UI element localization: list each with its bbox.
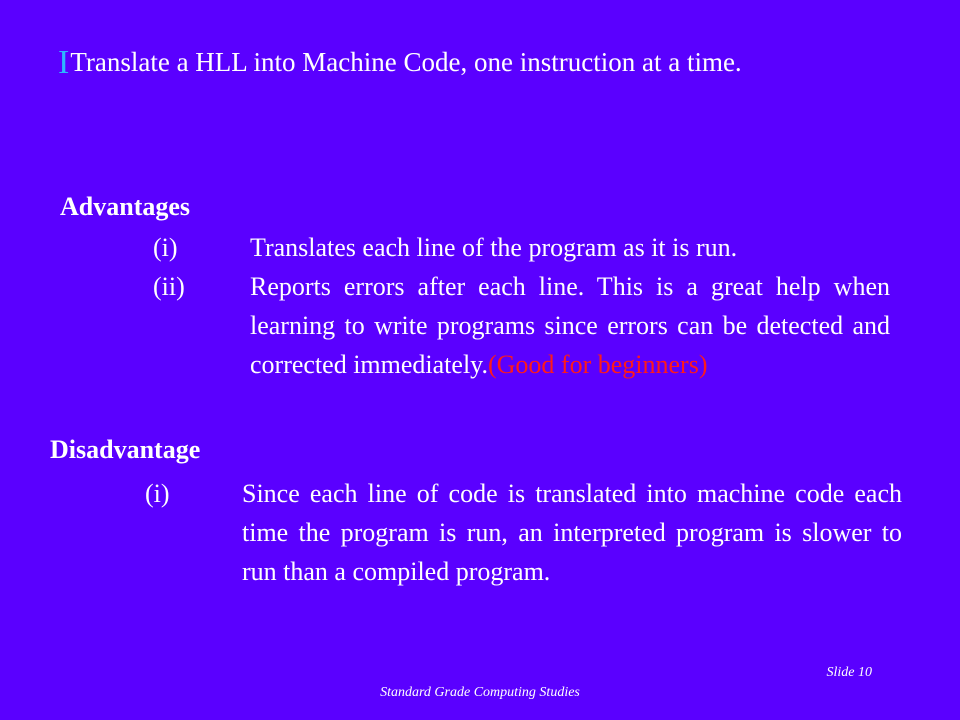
advantage-item-body (250, 267, 890, 384)
disadvantage-title: Disadvantage (50, 435, 201, 464)
disadvantage-item-number: (i) (145, 479, 170, 508)
advantage-item-number: (ii) (153, 272, 185, 301)
slide-number: Slide 10 (826, 665, 872, 680)
footer-course-title: Standard Grade Computing Studies (380, 685, 580, 700)
heading-text: Translate a HLL into Machine Code, one instruction at a time. (70, 47, 742, 77)
advantage-item-text: Reports errors after each line. This is a great help when learning to write programs since errors can be detected and corrected immediately. (250, 272, 890, 379)
slide-heading (58, 44, 742, 82)
advantage-item-number: (i) (153, 233, 178, 262)
advantages-title: Advantages (60, 192, 191, 221)
advantage-highlight-note: (Good for beginners) (487, 350, 708, 379)
advantage-item-text: Translates each line of the program as it is run. (250, 233, 738, 262)
square-bullet-icon: I (58, 44, 70, 81)
disadvantage-item-text: Since each line of code is translated into machine code each time the program is run, an interpreted program is slower to run than a compiled program. (242, 479, 902, 586)
